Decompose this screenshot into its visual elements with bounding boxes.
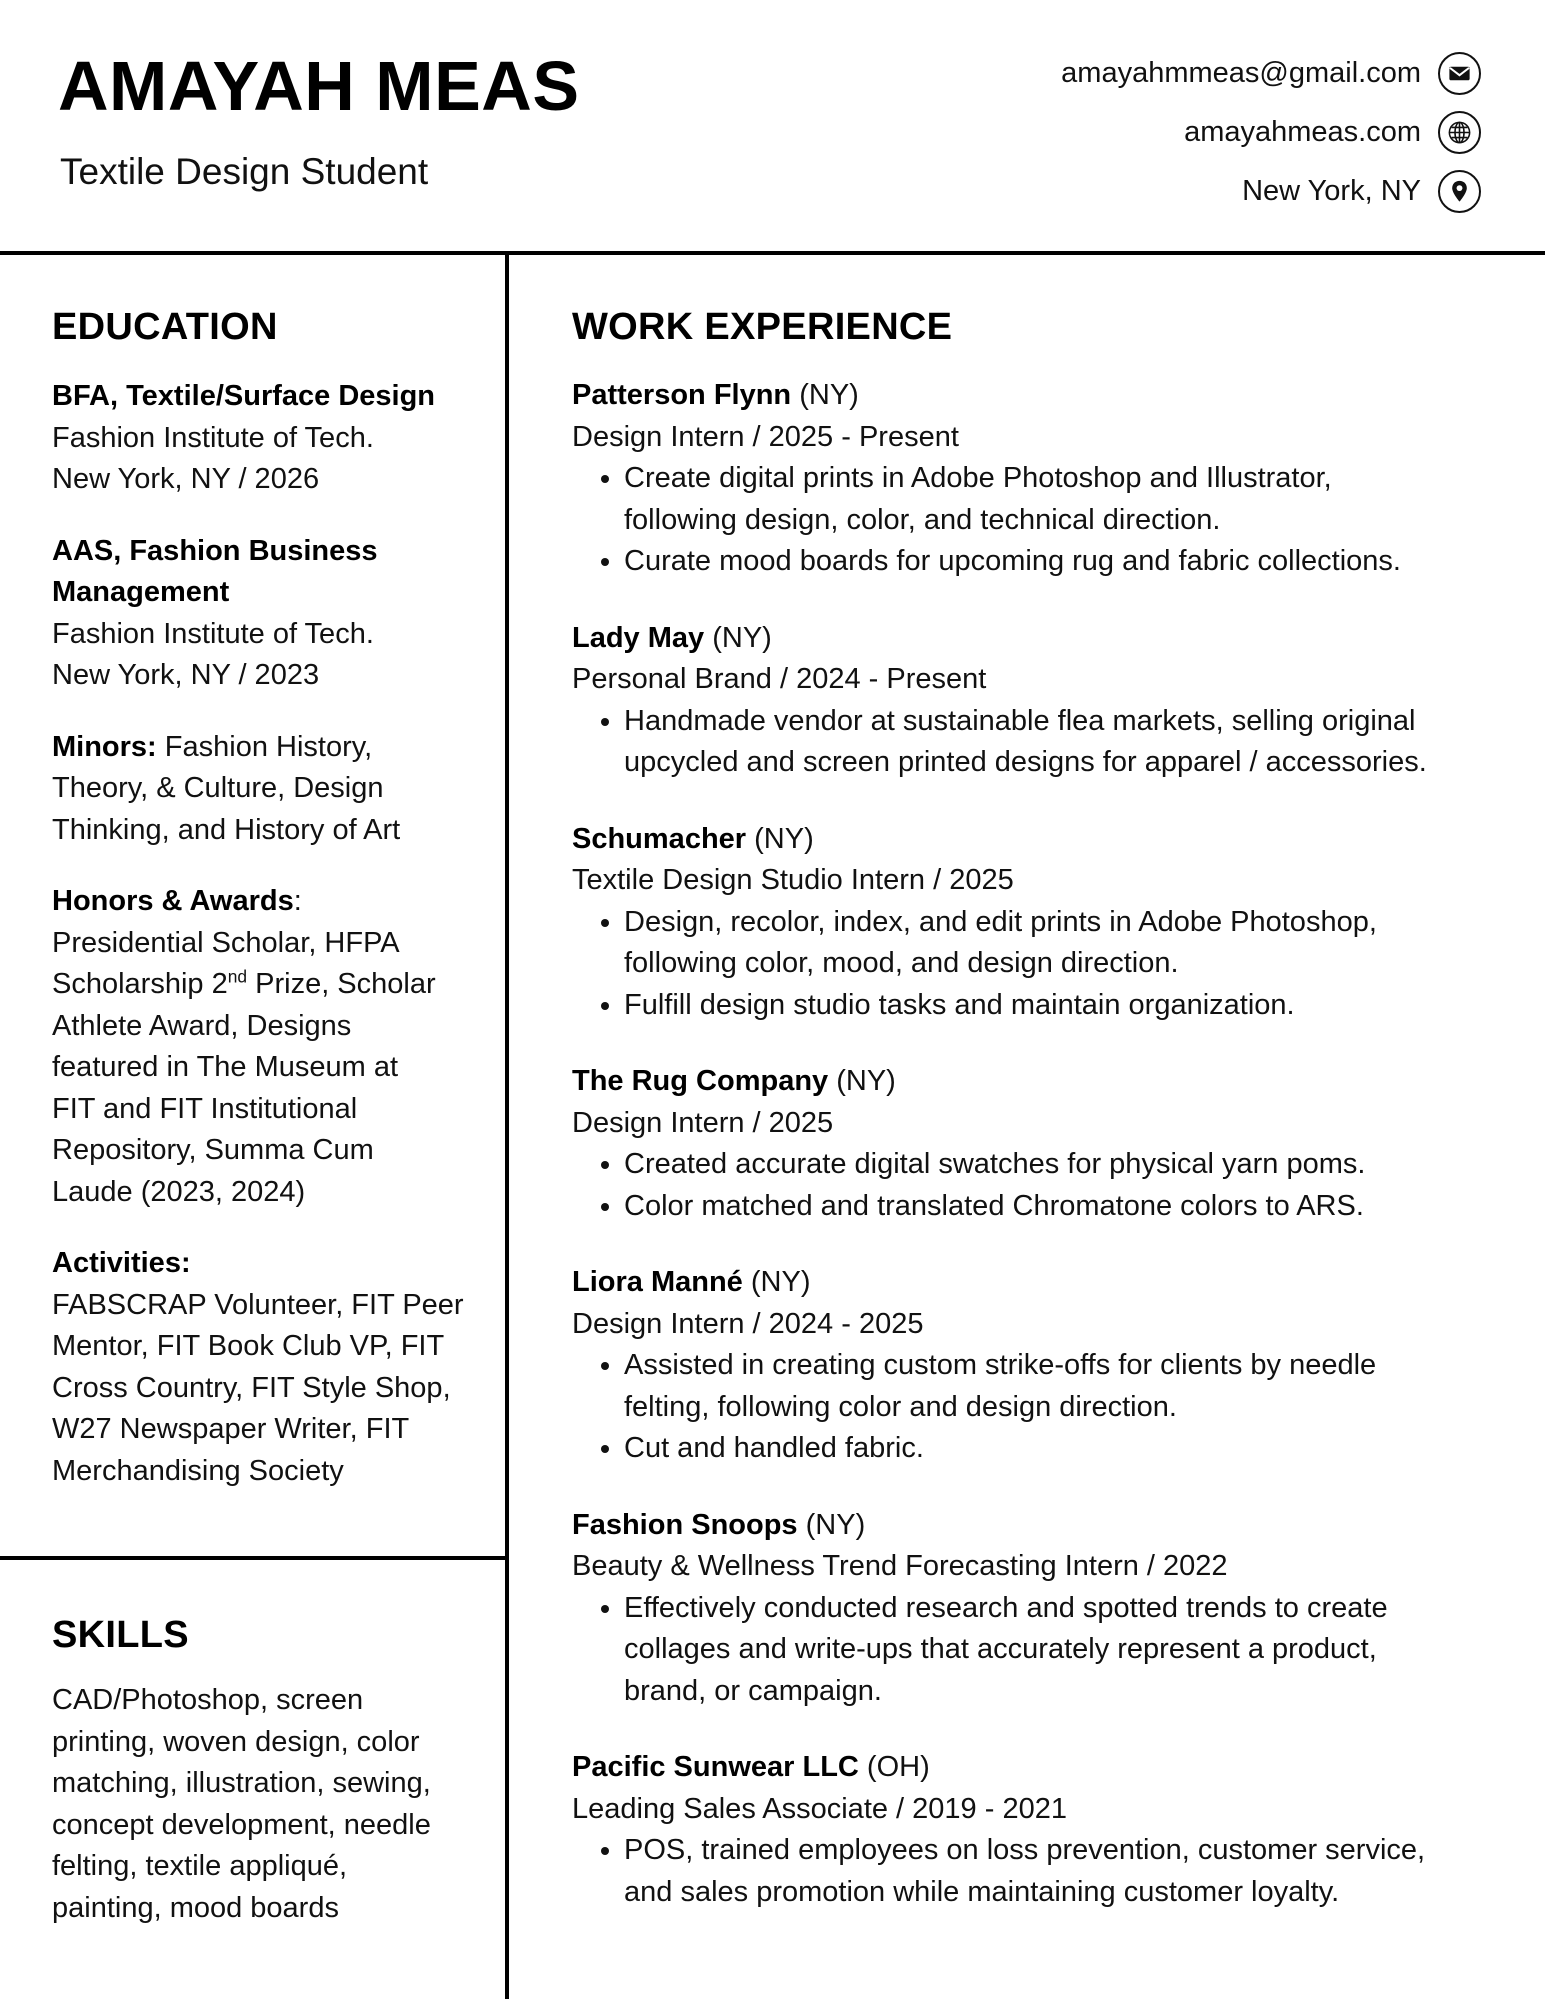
honors-text: Scholarship 2 bbox=[52, 968, 228, 1000]
job-bullet: • Create digital prints in Adobe Photoshop and Illustrator, following design, color, and technical direction. bbox=[624, 458, 1522, 541]
activities-block bbox=[52, 1243, 492, 1492]
job-entry bbox=[572, 1747, 1522, 1913]
job-role: Personal Brand / 2024 - Present bbox=[572, 663, 987, 695]
job-bullet: • Curate mood boards for upcoming rug and fabric collections. bbox=[624, 541, 1522, 583]
job-location: (NY) bbox=[742, 1266, 811, 1298]
job-entry bbox=[572, 1262, 1522, 1470]
job-company: Pacific Sunwear LLC bbox=[572, 1751, 859, 1783]
ordinal-suffix: nd bbox=[227, 966, 248, 987]
skills-divider bbox=[0, 1556, 507, 1560]
contact-website-row bbox=[781, 108, 1481, 156]
job-entry bbox=[572, 819, 1522, 1027]
skills-heading: SKILLS bbox=[52, 1614, 189, 1656]
minors-text: Thinking, and History of Art bbox=[52, 813, 401, 846]
contact-website[interactable]: amayahmeas.com bbox=[1184, 115, 1421, 148]
job-location: (NY) bbox=[704, 621, 772, 654]
job-entry bbox=[572, 1061, 1522, 1227]
honors-text-line bbox=[52, 964, 492, 1006]
job-role: Leading Sales Associate / 2019 - 2021 bbox=[572, 1792, 1067, 1825]
job-entry bbox=[572, 375, 1522, 583]
honors-text: Prize, Scholar bbox=[247, 968, 436, 1000]
skills-line: matching, illustration, sewing, bbox=[52, 1767, 431, 1799]
job-location: (OH) bbox=[858, 1751, 930, 1783]
honors-label: Honors & Awards bbox=[52, 885, 294, 917]
column-divider bbox=[505, 251, 509, 1999]
job-bullets bbox=[572, 1345, 1522, 1470]
job-company: Patterson Flynn bbox=[572, 379, 792, 411]
job-bullet: • Effectively conducted research and spotted trends to create collages and write-ups that accurately represent a product, brand, or campaign. bbox=[624, 1588, 1522, 1713]
envelope-icon bbox=[1438, 52, 1481, 95]
job-bullet: • Color matched and translated Chromatone colors to ARS. bbox=[624, 1186, 1522, 1228]
job-bullet: • Created accurate digital swatches for physical yarn poms. bbox=[624, 1144, 1522, 1186]
activities-text: Cross Country, FIT Style Shop, bbox=[52, 1371, 451, 1404]
activities-text: W27 Newspaper Writer, FIT bbox=[52, 1413, 410, 1445]
job-entry bbox=[572, 618, 1522, 784]
skills-line: felting, textile appliqué, bbox=[52, 1850, 348, 1882]
skills-list bbox=[52, 1680, 492, 1929]
job-bullet: • Fulfill design studio tasks and maintain organization. bbox=[624, 985, 1522, 1027]
job-company: Liora Manné bbox=[572, 1266, 743, 1298]
degree-school: Fashion Institute of Tech. bbox=[52, 617, 374, 650]
job-role: Textile Design Studio Intern / 2025 bbox=[572, 864, 1014, 896]
job-role: Beauty & Wellness Trend Forecasting Intern / 2022 bbox=[572, 1550, 1228, 1582]
honors-colon: : bbox=[293, 885, 302, 917]
honors-text: Presidential Scholar, HFPA bbox=[52, 926, 400, 959]
education-section bbox=[52, 300, 492, 1492]
degree-place-year: New York, NY / 2026 bbox=[52, 463, 320, 495]
activities-text: Merchandising Society bbox=[52, 1454, 344, 1487]
contact-location-row bbox=[781, 167, 1481, 215]
activities-label: Activities: bbox=[52, 1247, 191, 1279]
contact-email[interactable]: amayahmmeas@gmail.com bbox=[1061, 56, 1421, 89]
activities-text: Mentor, FIT Book Club VP, FIT bbox=[52, 1330, 445, 1362]
job-bullet: • Design, recolor, index, and edit prints in Adobe Photoshop, following color, mood, and design direction. bbox=[624, 902, 1522, 985]
honors-text: FIT and FIT Institutional bbox=[52, 1092, 358, 1125]
job-role: Design Intern / 2025 - Present bbox=[572, 420, 959, 453]
resume-title: Textile Design Student bbox=[60, 151, 429, 192]
degree-title: AAS, Fashion Business bbox=[52, 534, 378, 567]
header-divider bbox=[0, 251, 1545, 255]
job-bullet: • POS, trained employees on loss prevention, customer service, and sales promotion while maintaining customer loyalty. bbox=[624, 1830, 1522, 1913]
job-company: Lady May bbox=[572, 621, 705, 654]
contact-block bbox=[781, 49, 1481, 226]
activities-text: FABSCRAP Volunteer, FIT Peer bbox=[52, 1288, 464, 1321]
resume-name: AMAYAH MEAS bbox=[58, 47, 580, 125]
honors-block bbox=[52, 881, 492, 1213]
skills-line: printing, woven design, color bbox=[52, 1725, 420, 1758]
honors-text: Repository, Summa Cum bbox=[52, 1134, 374, 1166]
degree-bfa bbox=[52, 376, 492, 501]
skills-line: concept development, needle bbox=[52, 1808, 431, 1841]
contact-location: New York, NY bbox=[1242, 174, 1421, 207]
education-heading: EDUCATION bbox=[52, 306, 278, 348]
skills-section bbox=[52, 1608, 492, 1929]
job-bullet: • Cut and handled fabric. bbox=[624, 1428, 1522, 1470]
degree-place-year: New York, NY / 2023 bbox=[52, 659, 320, 691]
skills-line: painting, mood boards bbox=[52, 1891, 339, 1924]
job-role: Design Intern / 2024 - 2025 bbox=[572, 1307, 924, 1340]
degree-title-cont: Management bbox=[52, 576, 230, 608]
minors-label: Minors: bbox=[52, 730, 157, 763]
job-bullets bbox=[572, 902, 1522, 1027]
job-bullets bbox=[572, 1588, 1522, 1713]
job-entry bbox=[572, 1505, 1522, 1713]
degree-aas bbox=[52, 531, 492, 697]
job-bullet: • Assisted in creating custom strike-offs for clients by needle felting, following color and design direction. bbox=[624, 1345, 1522, 1428]
job-location: (NY) bbox=[797, 1508, 866, 1541]
degree-school: Fashion Institute of Tech. bbox=[52, 421, 374, 454]
job-location: (NY) bbox=[746, 822, 814, 855]
contact-email-row bbox=[781, 49, 1481, 97]
job-role: Design Intern / 2025 bbox=[572, 1106, 834, 1139]
job-company: The Rug Company bbox=[572, 1065, 829, 1097]
job-location: (NY) bbox=[828, 1065, 896, 1097]
map-pin-icon bbox=[1438, 170, 1481, 213]
job-bullets bbox=[572, 701, 1522, 784]
job-company: Schumacher bbox=[572, 822, 747, 855]
skills-line: CAD/Photoshop, screen bbox=[52, 1684, 364, 1716]
job-company: Fashion Snoops bbox=[572, 1508, 798, 1541]
job-bullets bbox=[572, 458, 1522, 583]
honors-text: Laude (2023, 2024) bbox=[52, 1175, 306, 1208]
job-bullets bbox=[572, 1830, 1522, 1913]
degree-title: BFA, Textile/Surface Design bbox=[52, 380, 436, 412]
honors-text: featured in The Museum at bbox=[52, 1051, 399, 1083]
job-bullet: • Handmade vendor at sustainable flea markets, selling original upcycled and screen printed designs for apparel / accessories. bbox=[624, 701, 1522, 784]
honors-text: Athlete Award, Designs bbox=[52, 1009, 352, 1042]
experience-heading: WORK EXPERIENCE bbox=[572, 306, 953, 348]
experience-section bbox=[572, 300, 1522, 1913]
minors-block bbox=[52, 727, 492, 852]
job-bullets bbox=[572, 1144, 1522, 1227]
minors-text: Fashion History, bbox=[164, 730, 373, 763]
job-location: (NY) bbox=[791, 379, 859, 411]
globe-icon bbox=[1438, 111, 1481, 154]
minors-text: Theory, & Culture, Design bbox=[52, 772, 384, 804]
